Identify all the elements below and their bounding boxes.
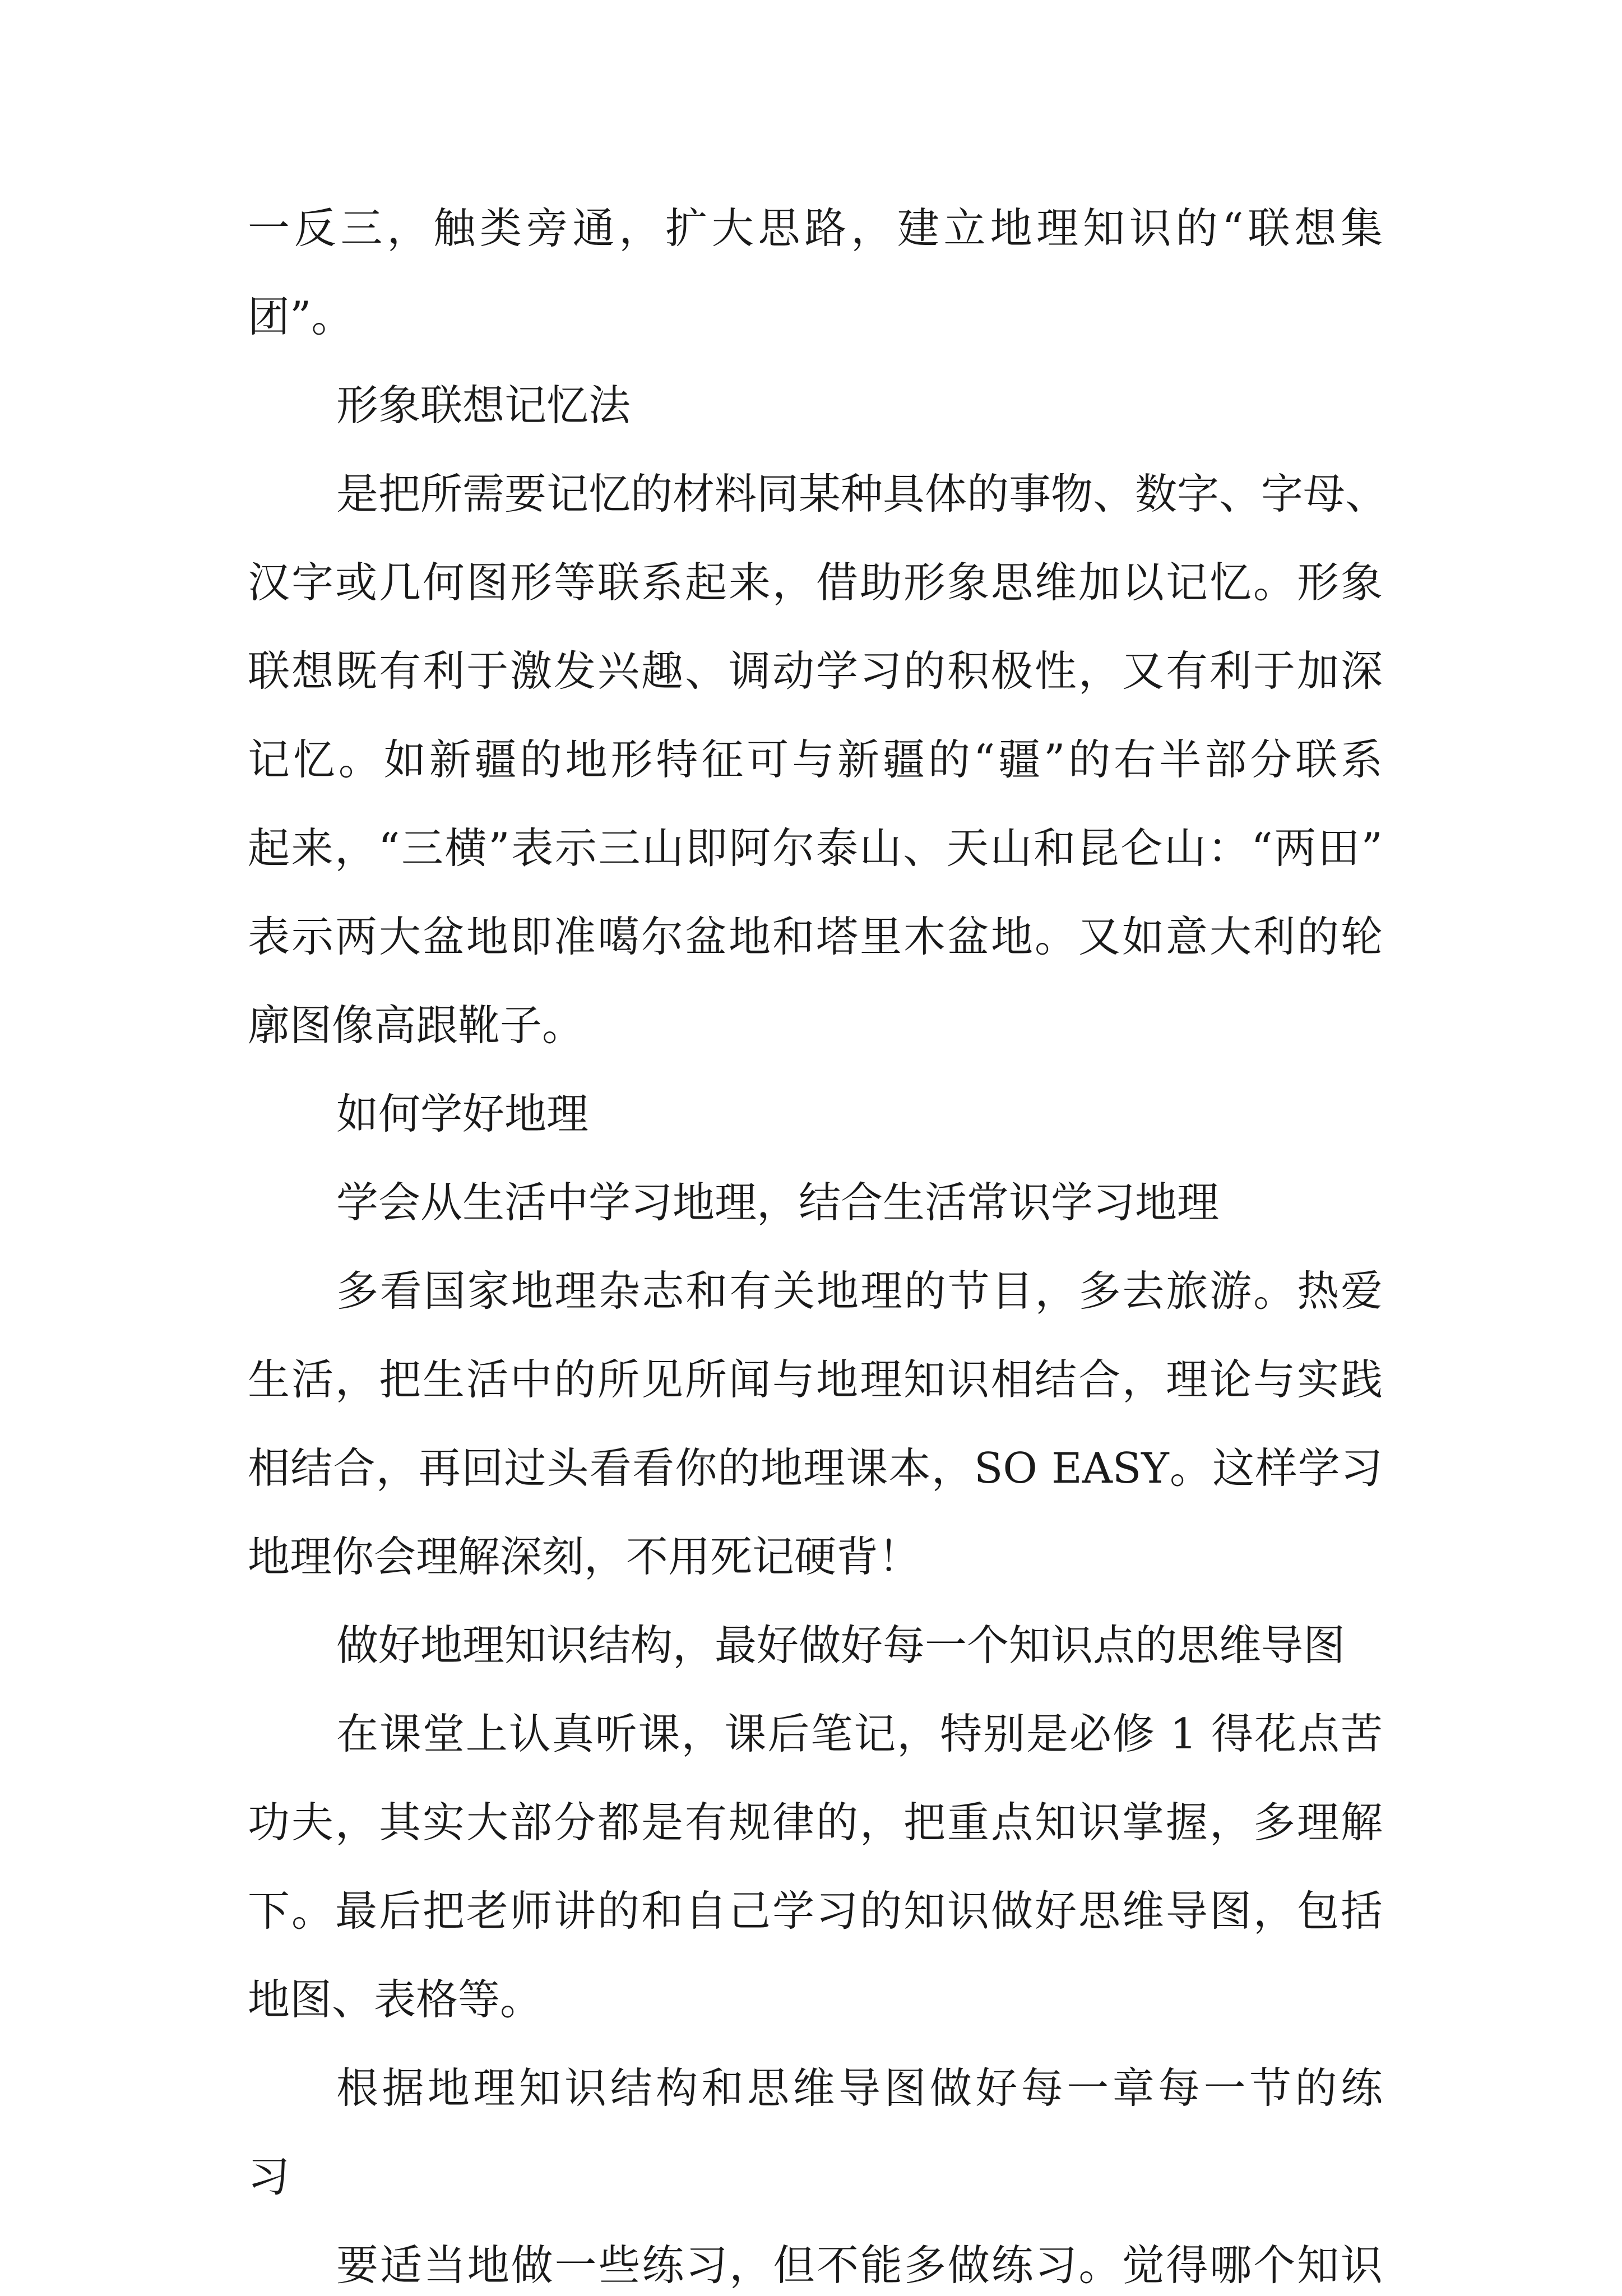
text-line-23: 习: [248, 2152, 290, 2201]
text-line-10: 廓图像高跟靴子。: [248, 1001, 585, 1050]
subheading-learn-from-life: 学会从生活中学习地理，结合生活常识学习地理: [336, 1178, 1220, 1227]
text-line-24: 要适当地做一些练习，但不能多做练习。觉得哪个知识: [336, 2241, 1383, 2290]
subheading-knowledge-structure: 做好地理知识结构，最好做好每一个知识点的思维导图: [336, 1621, 1346, 1670]
text-line-8: 起来，“三横”表示三山即阿尔泰山、天山和昆仑山：“两田”: [248, 823, 1383, 873]
text-line-5: 汉字或几何图形等联系起来，借助形象思维加以记忆。形象: [248, 558, 1383, 607]
text-line-1: 一反三，触类旁通，扩大思路，建立地理知识的“联想集: [248, 203, 1383, 253]
text-line-4: 是把所需要记忆的材料同某种具体的事物、数字、字母、: [336, 469, 1388, 519]
text-line-14: 生活，把生活中的所见所闻与地理知识相结合，理论与实践: [248, 1355, 1383, 1404]
text-line-16: 地理你会理解深刻，不用死记硬背！: [248, 1532, 921, 1581]
text-line-2: 团”。: [248, 292, 354, 341]
subheading-practice: 根据地理知识结构和思维导图做好每一章每一节的练: [336, 2063, 1383, 2113]
text-line-13: 多看国家地理杂志和有关地理的节目，多去旅游。热爱: [336, 1266, 1383, 1316]
text-line-20: 下。最后把老师讲的和自己学习的知识做好思维导图，包括: [248, 1886, 1383, 1936]
text-line-9: 表示两大盆地即准噶尔盆地和塔里木盆地。又如意大利的轮: [248, 912, 1383, 961]
text-line-7: 记忆。如新疆的地形特征可与新疆的“疆”的右半部分联系: [248, 735, 1383, 784]
text-line-15: 相结合，再回过头看看你的地理课本，SO EASY。这样学习: [248, 1443, 1383, 1493]
text-line-21: 地图、表格等。: [248, 1975, 543, 2024]
section-heading-how-to-learn: 如何学好地理: [336, 1089, 589, 1138]
text-line-6: 联想既有利于激发兴趣、调动学习的积极性，又有利于加深: [248, 646, 1383, 696]
section-heading-image-association: 形象联想记忆法: [336, 381, 631, 430]
text-line-18: 在课堂上认真听课，课后笔记，特别是必修 1 得花点苦: [336, 1709, 1383, 1758]
text-line-19: 功夫，其实大部分都是有规律的，把重点知识掌握，多理解: [248, 1798, 1383, 1847]
